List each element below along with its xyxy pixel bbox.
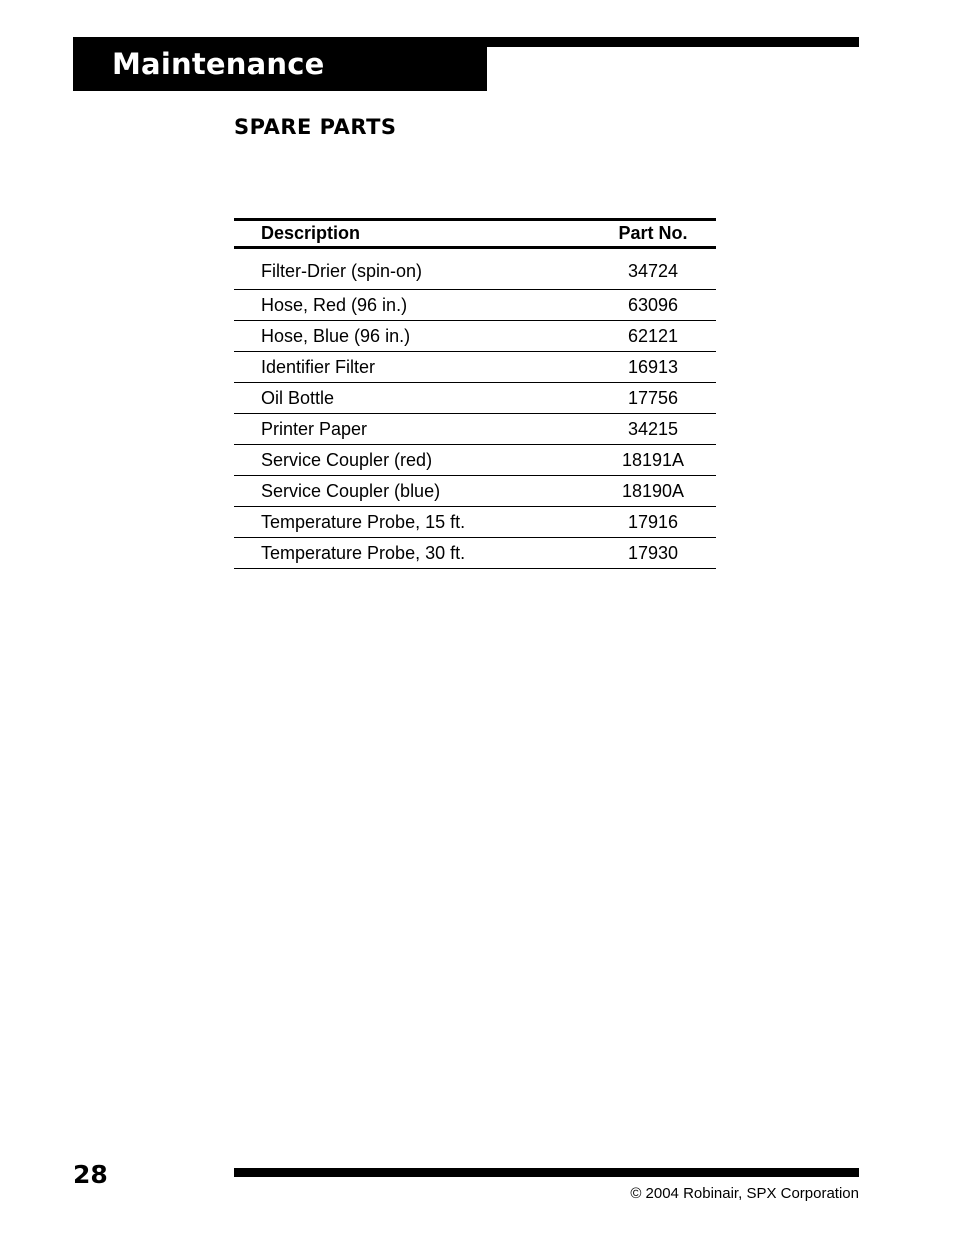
column-header-description: Description [234, 220, 590, 248]
table-row [234, 383, 716, 414]
part-number: 63096 [590, 290, 716, 321]
part-description: Oil Bottle [234, 383, 590, 414]
column-header-part-no: Part No. [590, 220, 716, 248]
part-number: 16913 [590, 352, 716, 383]
table-header-row [234, 220, 716, 248]
part-number: 17756 [590, 383, 716, 414]
part-number: 18191A [590, 445, 716, 476]
table-row [234, 321, 716, 352]
part-description: Temperature Probe, 30 ft. [234, 538, 590, 569]
table-row [234, 507, 716, 538]
table-row [234, 445, 716, 476]
part-description: Filter-Drier (spin-on) [234, 248, 590, 290]
part-description: Printer Paper [234, 414, 590, 445]
part-description: Service Coupler (red) [234, 445, 590, 476]
table-row [234, 414, 716, 445]
part-number: 34724 [590, 248, 716, 290]
part-description: Hose, Red (96 in.) [234, 290, 590, 321]
part-number: 34215 [590, 414, 716, 445]
part-description: Service Coupler (blue) [234, 476, 590, 507]
table-row [234, 248, 716, 290]
page-section-title: Maintenance [112, 47, 325, 81]
part-description: Hose, Blue (96 in.) [234, 321, 590, 352]
table-row [234, 352, 716, 383]
spare-parts-table [234, 218, 716, 569]
part-number: 17930 [590, 538, 716, 569]
copyright-notice: © 2004 Robinair, SPX Corporation [630, 1185, 859, 1202]
part-number: 18190A [590, 476, 716, 507]
part-number: 62121 [590, 321, 716, 352]
part-number: 17916 [590, 507, 716, 538]
part-description: Temperature Probe, 15 ft. [234, 507, 590, 538]
table-row [234, 476, 716, 507]
part-description: Identifier Filter [234, 352, 590, 383]
footer-rule [234, 1168, 859, 1177]
table-row [234, 290, 716, 321]
table-row [234, 538, 716, 569]
page-number: 28 [73, 1160, 108, 1189]
spare-parts-heading: SPARE PARTS [234, 115, 397, 139]
